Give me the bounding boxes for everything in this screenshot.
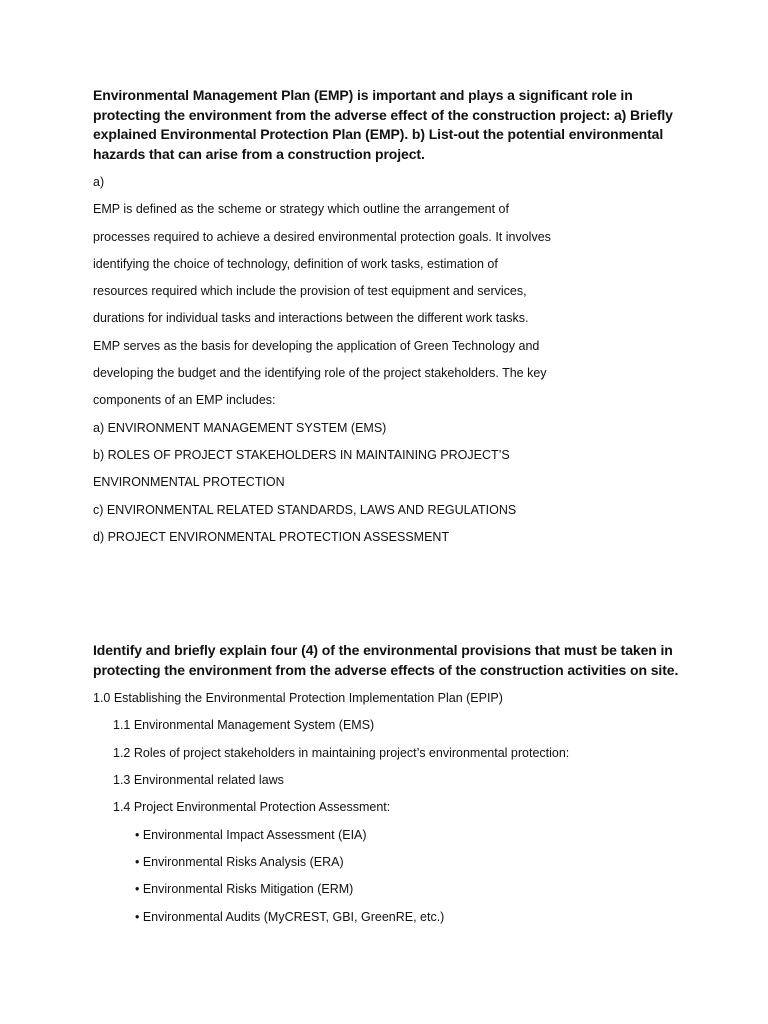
body-line: processes required to achieve a desired environmental protection goals. It involves bbox=[93, 229, 551, 244]
body-line: EMP serves as the basis for developing the application of Green Technology and bbox=[93, 338, 540, 353]
body-line: EMP is defined as the scheme or strategy which outline the arrangement of bbox=[93, 202, 509, 217]
heading-line: Environmental Management Plan (EMP) is important and plays a significant role in bbox=[93, 87, 633, 103]
numbered-subitem: 1.3 Environmental related laws bbox=[113, 773, 284, 788]
heading-line: hazards that can arise from a construction project. bbox=[93, 145, 425, 162]
bullet-item: • Environmental Audits (MyCREST, GBI, GreenRE, etc.) bbox=[135, 909, 445, 924]
answer-2-body bbox=[93, 685, 683, 931]
bullet-item: • Environmental Risks Analysis (ERA) bbox=[135, 854, 344, 869]
body-line: identifying the choice of technology, definition of work tasks, estimation of bbox=[93, 256, 498, 271]
bullet-item: • Environmental Impact Assessment (EIA) bbox=[135, 827, 367, 842]
numbered-subitem: 1.4 Project Environmental Protection Assessment: bbox=[113, 800, 391, 815]
answer-1-body bbox=[93, 169, 683, 551]
component-item: b) ROLES OF PROJECT STAKEHOLDERS IN MAINTAINING PROJECT’S bbox=[93, 447, 510, 462]
body-line: a) bbox=[93, 175, 105, 189]
component-item: c) ENVIRONMENTAL RELATED STANDARDS, LAWS AND REGULATIONS bbox=[93, 502, 517, 517]
document-page bbox=[93, 86, 683, 931]
component-item: ENVIRONMENTAL PROTECTION bbox=[93, 475, 285, 490]
component-item: a) ENVIRONMENT MANAGEMENT SYSTEM (EMS) bbox=[93, 420, 387, 435]
heading-line: protecting the environment from the adverse effects of the construction activities on site. bbox=[93, 661, 679, 678]
numbered-subitem: 1.1 Environmental Management System (EMS) bbox=[113, 718, 375, 733]
question-1-heading bbox=[93, 86, 683, 164]
body-line: durations for individual tasks and interactions between the different work tasks. bbox=[93, 311, 529, 326]
body-line: resources required which include the provision of test equipment and services, bbox=[93, 284, 527, 299]
section-spacer bbox=[93, 551, 683, 641]
question-2-heading bbox=[93, 641, 683, 680]
heading-line: explained Environmental Protection Plan (EMP). b) List-out the potential environmental bbox=[93, 126, 664, 142]
numbered-item: 1.0 Establishing the Environmental Protection Implementation Plan (EPIP) bbox=[93, 691, 503, 706]
numbered-subitem: 1.2 Roles of project stakeholders in maintaining project’s environmental protection: bbox=[113, 745, 570, 760]
body-line: developing the budget and the identifying role of the project stakeholders. The key bbox=[93, 366, 547, 381]
body-line: components of an EMP includes: bbox=[93, 393, 276, 408]
heading-line: protecting the environment from the adverse effect of the construction project: a) Briefly bbox=[93, 106, 673, 123]
heading-line: Identify and briefly explain four (4) of the environmental provisions that must be taken in bbox=[93, 642, 673, 659]
bullet-item: • Environmental Risks Mitigation (ERM) bbox=[135, 882, 354, 897]
component-item: d) PROJECT ENVIRONMENTAL PROTECTION ASSESSMENT bbox=[93, 529, 450, 544]
